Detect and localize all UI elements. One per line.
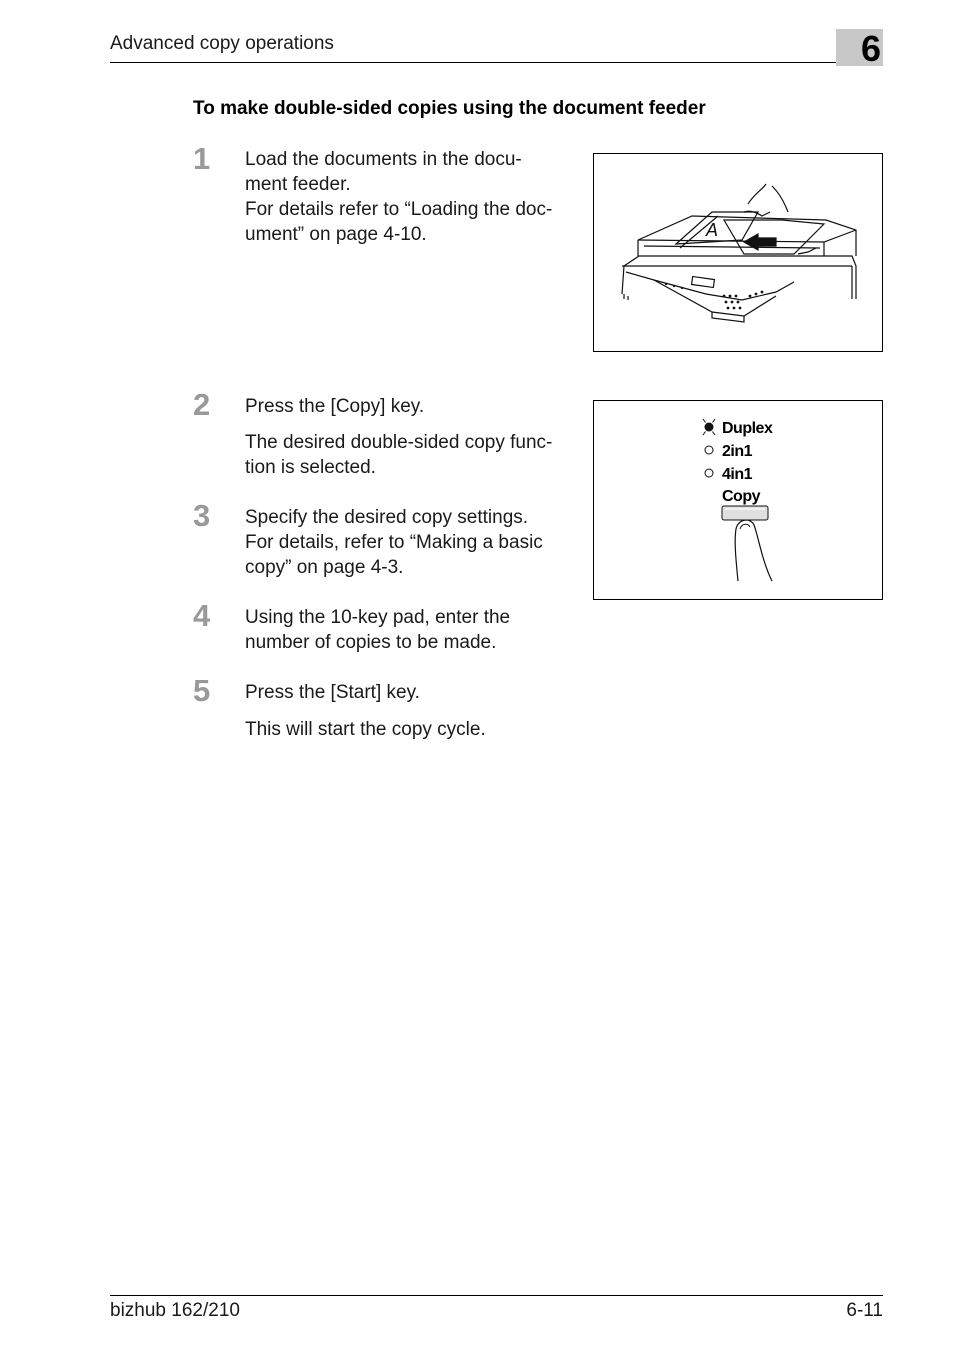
step-5-spacer xyxy=(245,705,585,717)
step-3-line-1: Specify the desired copy settings. xyxy=(245,507,529,528)
duplex-label: Duplex xyxy=(722,420,773,437)
step-2-spacer xyxy=(245,419,585,430)
step-2-line-1: Press the [Copy] key. xyxy=(245,396,425,417)
step-2-result-line-2: tion is selected. xyxy=(245,457,376,478)
step-4-line-2: number of copies to be made. xyxy=(245,632,497,653)
copier-illustration-svg xyxy=(594,154,882,351)
chapter-number-tab: 6 xyxy=(836,29,883,66)
header-rule xyxy=(110,62,883,63)
step-1-text xyxy=(245,147,585,247)
step-4-line-1: Using the 10-key pad, enter the xyxy=(245,607,511,628)
duplex-panel-illustration xyxy=(593,400,883,600)
step-3-line-2: For details, refer to “Making a basic xyxy=(245,532,543,553)
step-2-result-line-1: The desired double-sided copy func- xyxy=(245,432,553,453)
step-1-line-3: For details refer to “Loading the doc- xyxy=(245,199,553,220)
step-number-1: 1 xyxy=(193,141,211,176)
duplex-panel-svg xyxy=(594,401,882,599)
2in1-label: 2in1 xyxy=(722,443,753,460)
4in1-label: 4in1 xyxy=(722,466,753,483)
4in1-led-icon xyxy=(705,469,713,477)
step-5-line-1: Press the [Start] key. xyxy=(245,682,420,703)
step-1-line-4: ument” on page 4-10. xyxy=(245,224,427,245)
step-3-line-3: copy” on page 4-3. xyxy=(245,557,404,578)
letter-a-mark: A xyxy=(706,220,719,240)
step-number-2: 2 xyxy=(193,387,211,422)
footer-rule xyxy=(110,1295,883,1296)
footer-page-number: 6-11 xyxy=(846,1300,883,1321)
step-2-text xyxy=(245,394,585,480)
copy-key-label: Copy xyxy=(722,488,760,505)
step-number-4: 4 xyxy=(193,598,211,633)
step-5-text xyxy=(245,680,585,742)
copy-key-icon xyxy=(722,506,768,520)
copier-feeder-illustration xyxy=(593,153,883,352)
step-1-line-1: Load the documents in the docu- xyxy=(245,149,522,170)
step-1-line-2: ment feeder. xyxy=(245,174,351,195)
finger-icon xyxy=(735,520,772,581)
step-5-result-line-1: This will start the copy cycle. xyxy=(245,719,486,740)
step-3-text xyxy=(245,505,585,580)
step-number-3: 3 xyxy=(193,498,211,533)
step-number-5: 5 xyxy=(193,673,211,708)
section-title: To make double-sided copies using the document feeder xyxy=(193,98,706,119)
running-header: Advanced copy operations xyxy=(110,33,334,54)
step-4-text xyxy=(245,605,585,655)
2in1-led-icon xyxy=(705,446,713,454)
duplex-led-icon xyxy=(705,423,714,432)
footer-product-name: bizhub 162/210 xyxy=(110,1300,240,1321)
